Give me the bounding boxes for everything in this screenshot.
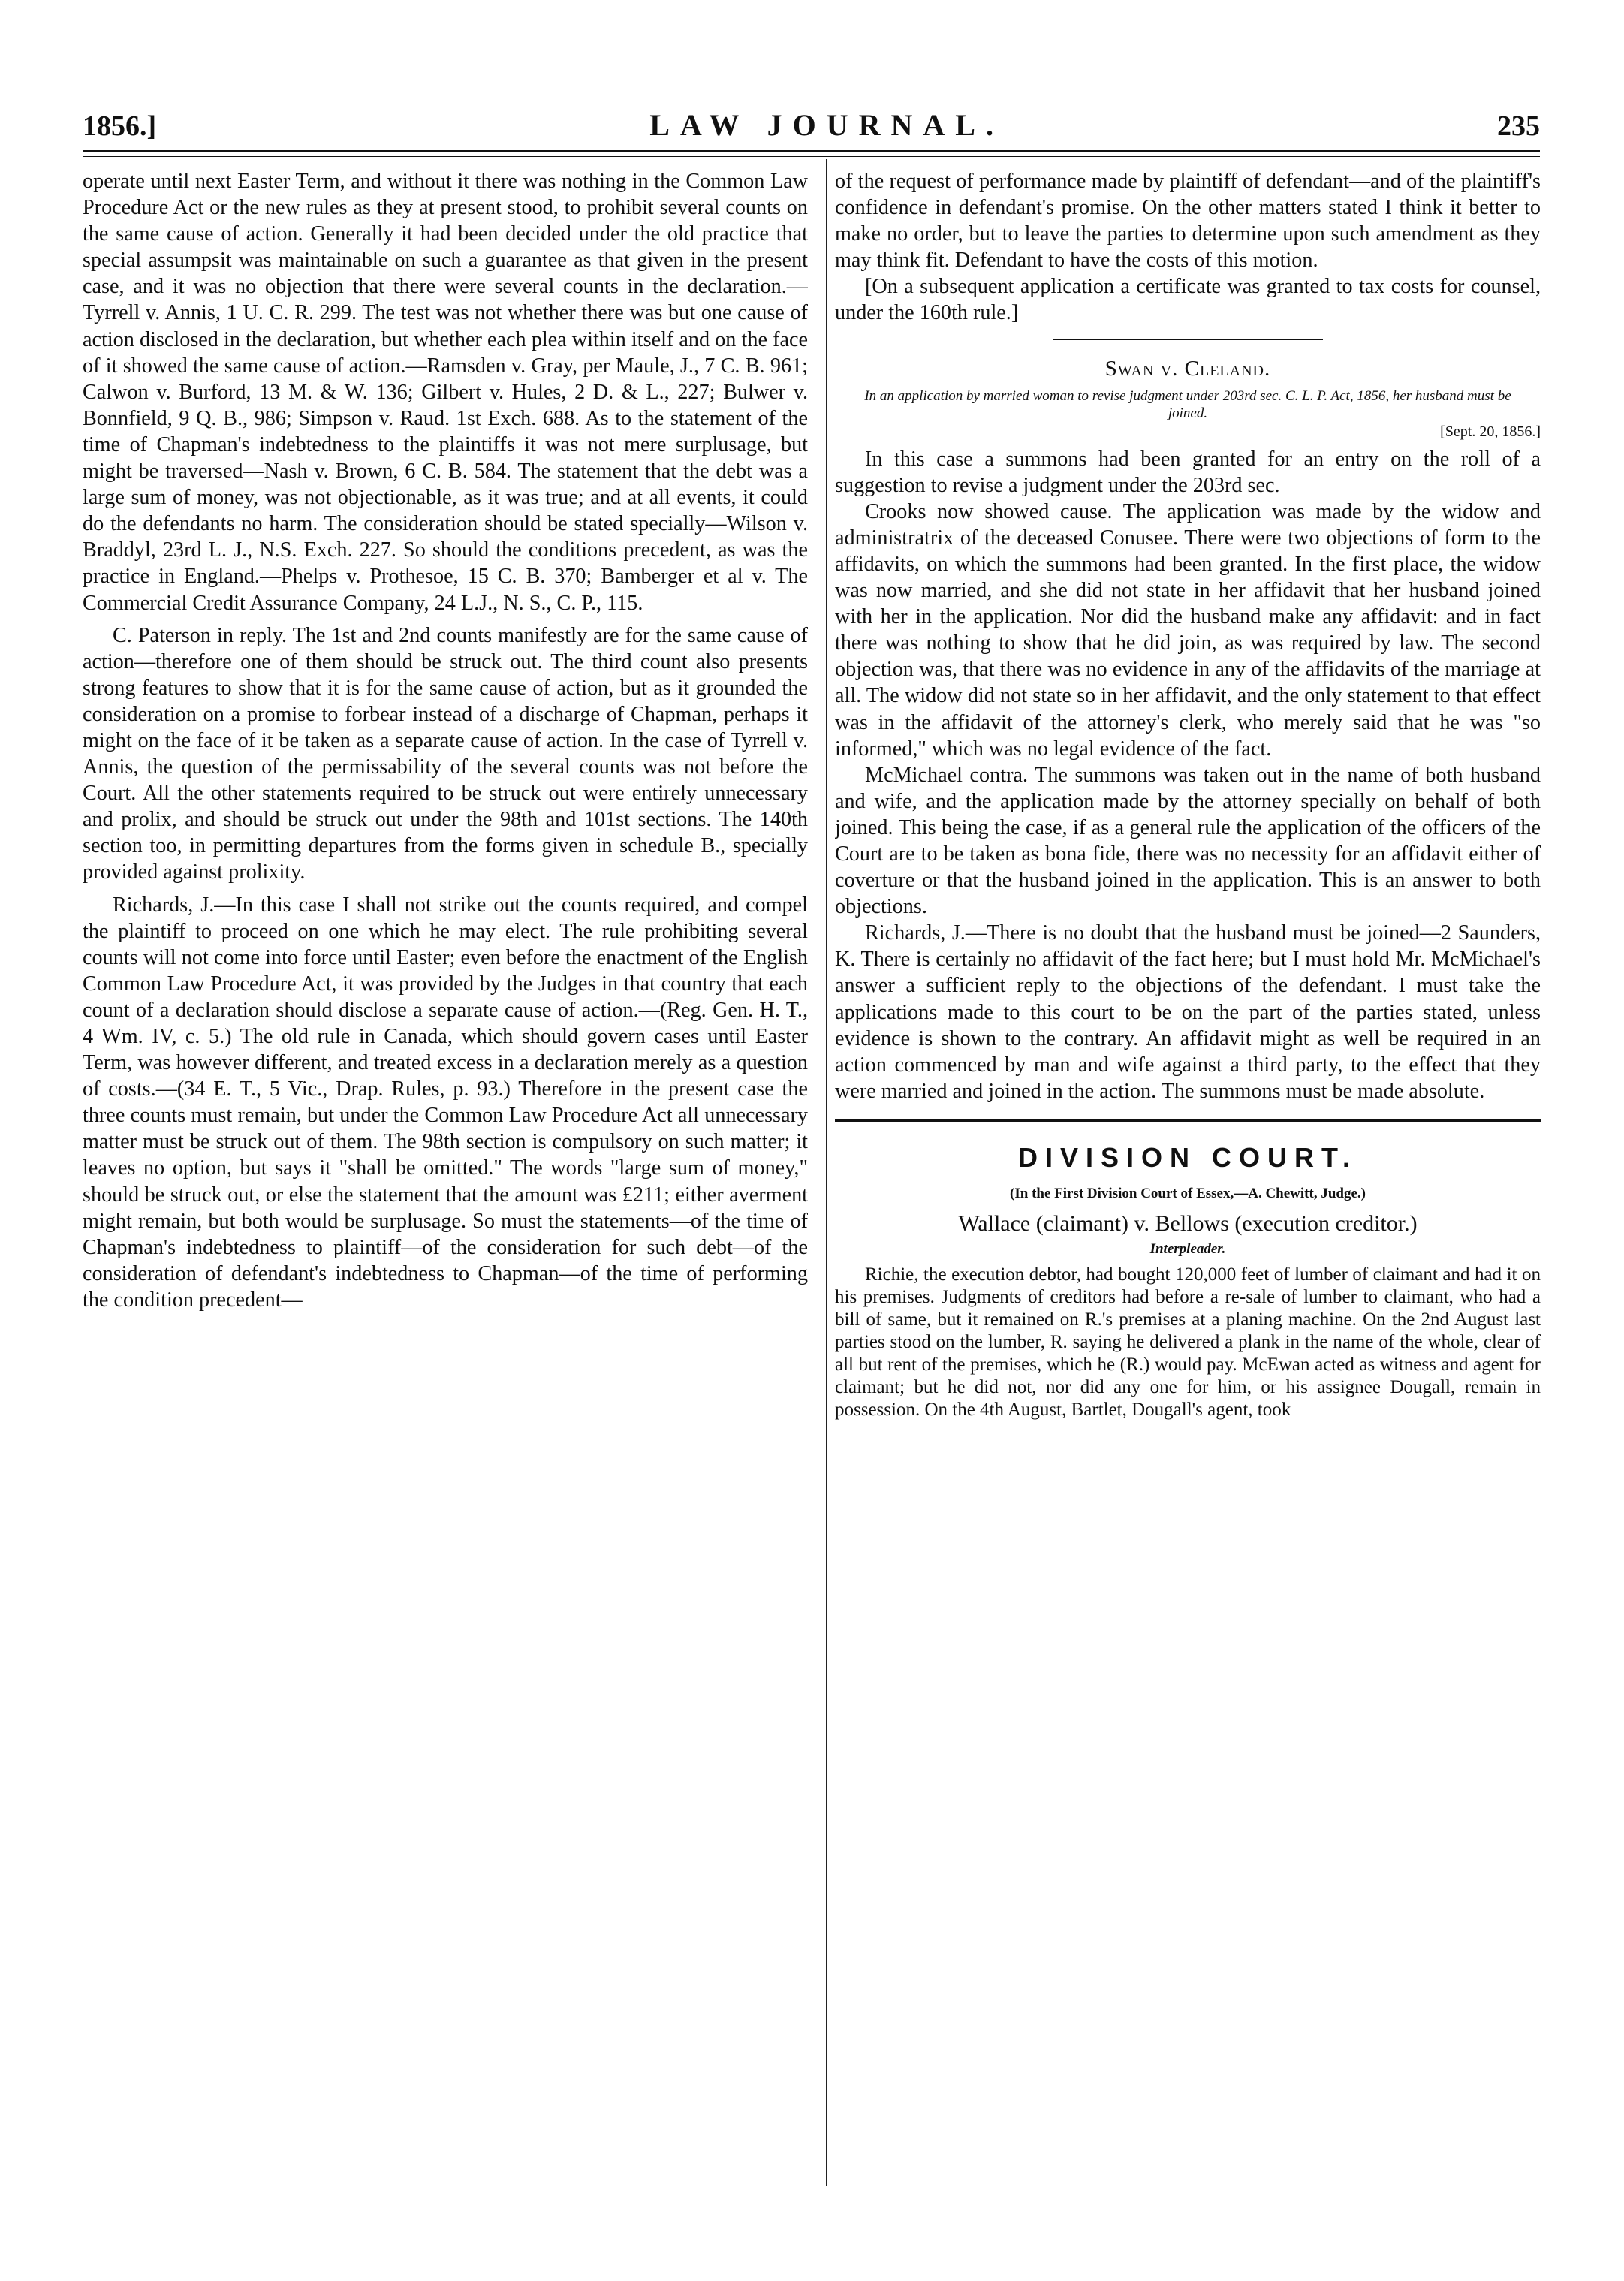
case-title: Wallace (claimant) v. Bellows (execution creditor.) xyxy=(958,1210,1418,1236)
section-rule xyxy=(835,1119,1541,1125)
case-date: [Sept. 20, 1856.] xyxy=(1440,423,1541,440)
paragraph: In this case a summons had been granted for an entry on the roll of a suggestion to revise a judgment under the 203rd sec. xyxy=(835,447,1541,497)
header-rule xyxy=(83,150,1540,152)
paragraph: Richards, J.—There is no doubt that the husband must be joined—2 Saunders, K. There is certainly no affidavit of the fact here; but I must hold Mr. McMichael's answer a sufficient reply to the objections of the defendant. I must take the applications made to this court to be on the part of the parties stated, unless evidence is shown to the contrary. An affidavit might as well be required in an action commenced by man and wife against a third party, to the effect that they were married and joined in the action. The summons must be made absolute. xyxy=(835,921,1541,1103)
left-column xyxy=(83,168,808,2210)
running-head xyxy=(83,105,1540,143)
case-title: Swan v. Cleland. xyxy=(1104,356,1271,381)
paragraph: Richards, J.—In this case I shall not strike out the counts required, and compel the plaintiff to proceed on one which he may elect. The rule prohibiting several counts will not come into force until Easter; even before the enactment of the English Common Law Procedure Act, it was provided by the Judges in that country that each count of a declaration should disclose a separate cause of action.—(Reg. Gen. H. T., 4 Wm. IV, c. 5.) The old rule in Canada, which should govern cases until Easter Term, was however different, and treated excess in a declaration merely as a question of costs.—(34 E. T., 5 Vic., Drap. Rules, p. 93.) Therefore in the present case the three counts must remain, but under the Common Law Procedure Act all unnecessary matter must be struck out of them. The 98th section is compulsory on such matter; it leaves no option, but says it "shall be omitted." The words "large sum of money," should be struck out, or else the statement that the amount was £211; either averment might remain, but both would be surplusage. So must the statements—of the time of Chapman's indebtedness to plaintiff—of the consideration for such debt—of the consideration of defendant's indebtedness to Chapman—of the time of performing the condition precedent— xyxy=(83,893,808,1312)
paragraph: Crooks now showed cause. The application was made by the widow and administratrix of the deceased Conusee. There were two objections of form to the affidavits, on which the summons had been granted. In the first place, the widow was now married, and she did not state in her affidavit that her husband joined with her in the application. Nor did the husband make any affidavit: and in fact there was nothing to show that he did join, as was required by law. The second objection was, that there was no evidence in any of the affidavits of the marriage at all. The widow did not state so in her affidavit, and the only statement to that effect was in the affidavit of the attorney's clerk, who merely said that he was "so informed," which was no legal evidence of the fact. xyxy=(835,499,1541,761)
paragraph: of the request of performance made by plaintiff of defendant—and of the plaintiff's confidence in defendant's promise. On the other matters stated I think it better to make no order, but to leave the parties to determine upon such amendment as they may think fit. Defendant to have the costs of this motion. xyxy=(835,170,1541,273)
column-divider xyxy=(826,159,827,2186)
separator-rule xyxy=(1053,339,1323,340)
right-column xyxy=(835,168,1541,2210)
paragraph: operate until next Easter Term, and without it there was nothing in the Common Law Procedure Act or the new rules as they at present stood, to prohibit several counts on the same cause of action. Generally it had been decided under the old practice that special assumpsit was maintainable on such a guarantee as that given in the present case, and it was no objection that there were several counts in the declaration.—Tyrrell v. Annis, 1 U. C. R. 299. The test was not whether there was but one cause of action disclosed in the declaration, but whether each plea within itself and on the face of it showed the same cause of action.—Ramsden v. Gray, per Maule, J., 7 C. B. 961; Calwon v. Burford, 13 M. & W. 136; Gilbert v. Hules, 2 D. & L., 227; Bulwer v. Bonnfield, 9 Q. B., 986; Simpson v. Raud. 1st Exch. 688. As to the statement of the time of Chapman's indebtedness to the plaintiffs it was not mere surplusage, but might be traversed—Nash v. Brown, 6 C. B. 584. The statement that the debt was a large sum of money, was not objectionable, as it was true; and at all events, it could do the defendants no harm. The consideration should be stated specially—Wilson v. Braddyl, 23rd L. J., N.S. Exch. 227. So should the conditions precedent, as was the practice in England.—Phelps v. Prothesoe, 15 C. B. 370; Bamberger et al v. The Commercial Credit Assurance Company, 24 L.J., N. S., C. P., 115. xyxy=(83,170,808,615)
page-number: 235 xyxy=(1497,110,1540,142)
court-line: (In the First Division Court of Essex,—A. Chewitt, Judge.) xyxy=(1010,1185,1366,1201)
paragraph: [On a subsequent application a certificate was granted to tax costs for counsel, under the 160th rule.] xyxy=(835,275,1541,325)
journal-title: LAW JOURNAL. xyxy=(649,108,1004,142)
case-headnote: In an application by married woman to revise judgment under 203rd sec. C. L. P. Act, 1856, her husband must be joined. xyxy=(864,387,1511,421)
header-rule-thin xyxy=(83,156,1540,157)
paragraph: Richie, the execution debtor, had bought 120,000 feet of lumber of claimant and had it on his premises. Judgments of creditors had before a re-sale of lumber to claimant, who had a bill of same, but it remained on R.'s premises at a planing machine. On the 2nd August last parties stood on the lumber, R. saying he delivered a plank in the name of the whole, clear of all but rent of the premises, which he (R.) would pay. McEwan acted as witness and agent for claimant; but he did not, nor did any one for him, or his assignee Dougall, remain in possession. On the 4th August, Bartlet, Dougall's agent, took xyxy=(835,1264,1541,1420)
paragraph: McMichael contra. The summons was taken out in the name of both husband and wife, and the application made by the attorney specially on behalf of both joined. This being the case, if as a general rule the application of the officers of the Court are to be taken as bona fide, there was no necessity for an affidavit either of coverture or that the husband joined in the application. This is an answer to both objections. xyxy=(835,763,1541,919)
header-year: 1856.] xyxy=(83,110,157,142)
paragraph: C. Paterson in reply. The 1st and 2nd counts manifestly are for the same cause of action—therefore one of them should be struck out. The third count also presents strong features to show that it is for the same cause of action, but as it grounded the consideration on a promise to forbear instead of a discharge of Chapman, perhaps it might on the face of it be taken as a separate cause of action. In the case of Tyrrell v. Annis, the question of the permissability of the several counts was not before the Court. All the other statements required to be struck out were entirely unnecessary and prolix, and should be struck out under the 98th and 101st sections. The 140th section too, in permitting departures from the forms given in schedule B., specially provided against prolixity. xyxy=(83,623,808,884)
section-heading: DIVISION COURT. xyxy=(1017,1141,1358,1173)
case-subtitle: Interpleader. xyxy=(1149,1240,1226,1257)
